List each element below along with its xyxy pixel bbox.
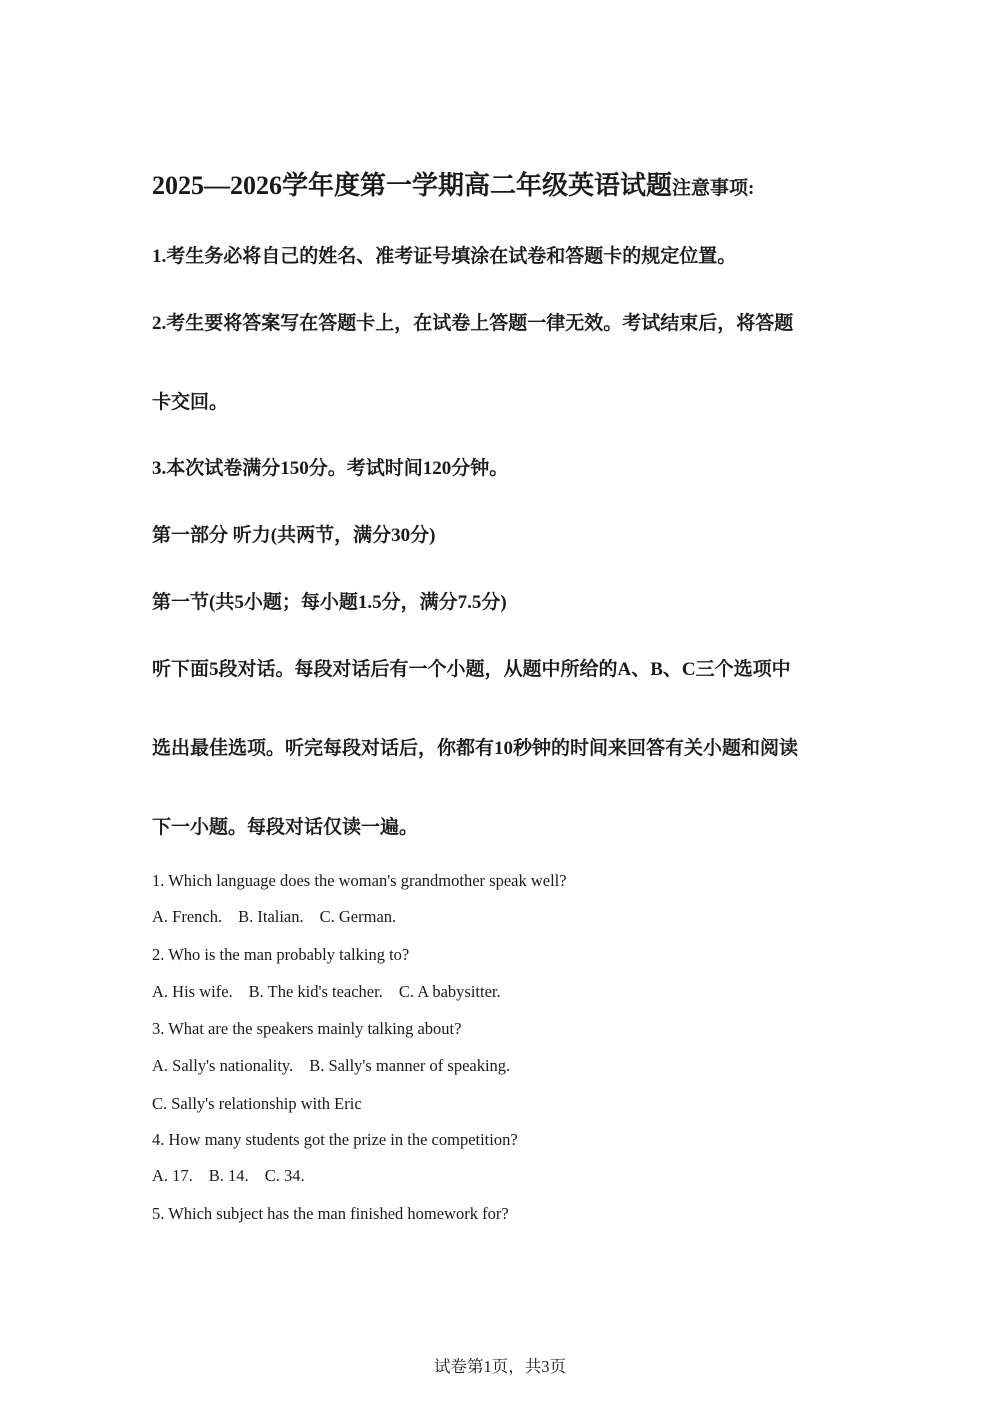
part-heading: 第一部分 听力(共两节，满分30分) bbox=[152, 525, 436, 546]
question-2-options bbox=[152, 981, 517, 1003]
question-3-stem: 3. What are the speakers mainly talking about? bbox=[152, 1019, 462, 1038]
question-4-stem: 4. How many students got the prize in the competition? bbox=[152, 1130, 518, 1149]
question-4-option-a: A. 17. bbox=[152, 1166, 193, 1185]
section-heading: 第一节(共5小题；每小题1.5分，满分7.5分) bbox=[152, 592, 507, 613]
note-2: 2.考生要将答案写在答题卡上，在试卷上答题一律无效。考试结束后，将答题 bbox=[152, 313, 794, 334]
question-3-option-b: B. Sally's manner of speaking. bbox=[309, 1056, 511, 1075]
question-1-option-c: C. German. bbox=[319, 907, 397, 926]
question-1-option-a: A. French. bbox=[152, 907, 223, 926]
question-2-stem: 2. Who is the man probably talking to? bbox=[152, 945, 410, 964]
question-1-stem: 1. Which language does the woman's grandmother speak well? bbox=[152, 871, 567, 890]
notice-heading: 注意事项: bbox=[672, 178, 755, 199]
question-2-option-b: B. The kid's teacher. bbox=[248, 982, 383, 1001]
question-3-option-a: A. Sally's nationality. bbox=[152, 1056, 294, 1075]
question-4-options bbox=[152, 1165, 321, 1187]
instructions-line-3: 下一小题。每段对话仅读一遍。 bbox=[152, 817, 419, 838]
page-footer: 试卷第1页，共3页 bbox=[434, 1357, 566, 1376]
exam-title-line bbox=[152, 170, 754, 205]
question-5-stem: 5. Which subject has the man finished homework for? bbox=[152, 1204, 509, 1223]
note-2-continued: 卡交回。 bbox=[152, 392, 229, 413]
instructions-line-1: 听下面5段对话。每段对话后有一个小题，从题中所给的A、B、C三个选项中 bbox=[152, 659, 791, 680]
note-3: 3.本次试卷满分150分。考试时间120分钟。 bbox=[152, 458, 509, 479]
question-2-option-a: A. His wife. bbox=[152, 982, 233, 1001]
note-1: 1.考生务必将自己的姓名、准考证号填涂在试卷和答题卡的规定位置。 bbox=[152, 246, 737, 267]
question-4-option-c: C. 34. bbox=[264, 1166, 305, 1185]
question-3-option-c: C. Sally's relationship with Eric bbox=[152, 1094, 362, 1113]
question-2-option-c: C. A babysitter. bbox=[398, 982, 501, 1001]
exam-title: 2025—2026学年度第一学期高二年级英语试题 bbox=[152, 171, 673, 200]
instructions-line-2: 选出最佳选项。听完每段对话后，你都有10秒钟的时间来回答有关小题和阅读 bbox=[152, 738, 799, 759]
question-1-options bbox=[152, 906, 412, 928]
question-4-option-b: B. 14. bbox=[208, 1166, 249, 1185]
question-3-options bbox=[152, 1055, 526, 1077]
question-1-option-b: B. Italian. bbox=[238, 907, 304, 926]
